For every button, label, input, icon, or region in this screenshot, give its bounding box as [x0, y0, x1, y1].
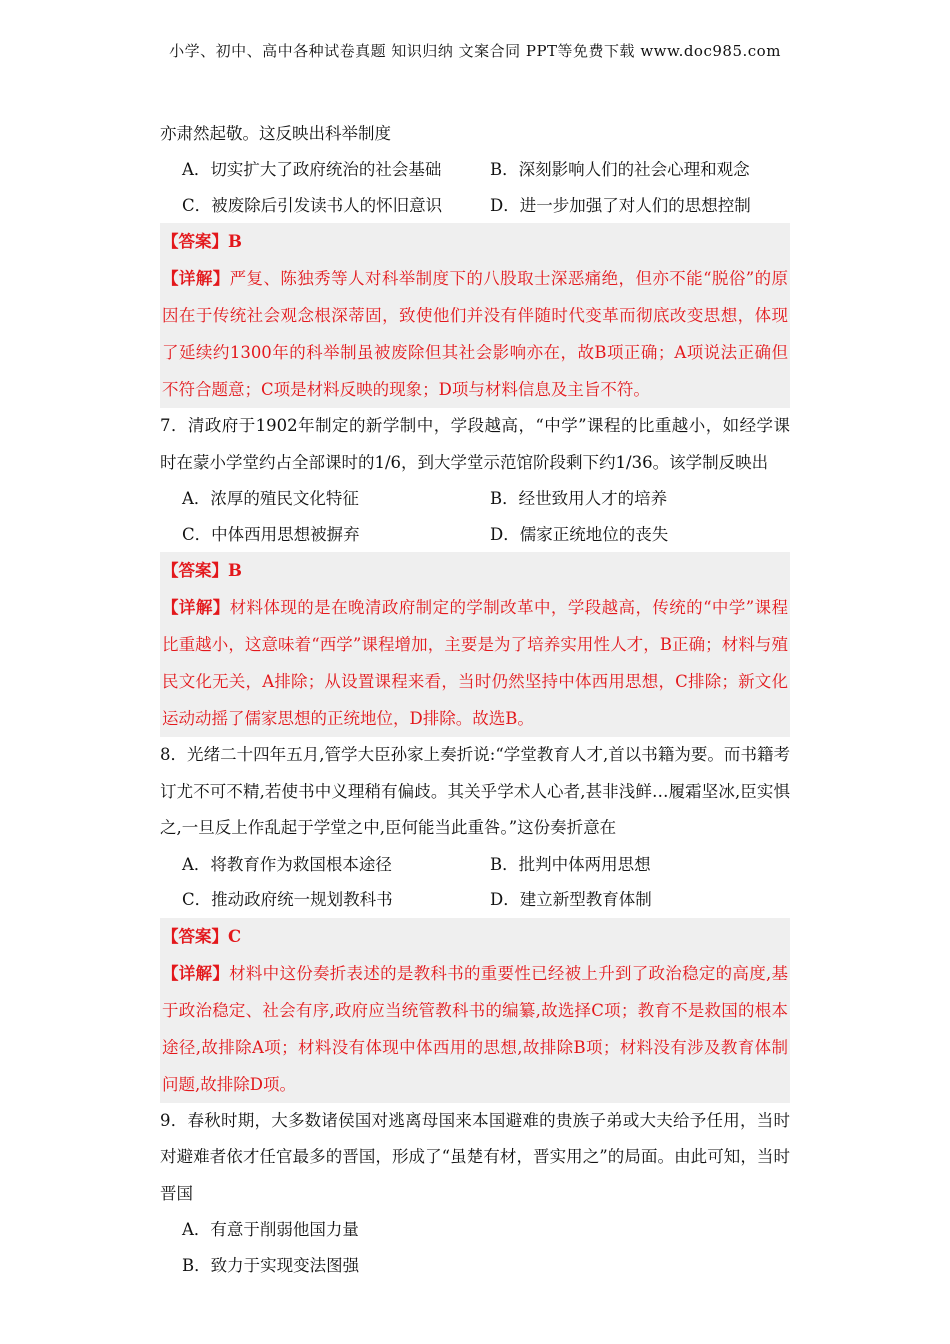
q9-stem: 9．春秋时期，大多数诸侯国对逃离母国来本国避难的贵族子弟或大夫给予任用，当时对避难者依才任官最多的晋国，形成了“虽楚有材，晋实用之”的局面。由此可知，当时晋国: [160, 1110, 790, 1203]
q7-option-d: D．儒家正统地位的丧失: [490, 524, 669, 544]
q6-detail: 严复、陈独秀等人对科举制度下的八股取士深恶痛绝，但亦不能“脱俗”的原因在于传统社会观念根深蒂固，致使他们并没有伴随时代变革而彻底改变思想，体现了延续约1300年的科举制虽被废除但其社会影响亦在，故B项正确；A项说法正确但不符合题意；C项是材料反映的现象；D项与材料信息及主旨不符。: [162, 269, 789, 399]
q8-option-d: D．建立新型教育体制: [490, 890, 652, 909]
q7-detail-tag: 【详解】: [162, 598, 230, 617]
q8-detail-tag: 【详解】: [162, 963, 230, 983]
q9-option-b: B．致力于实现变法图强: [182, 1255, 360, 1275]
q6-stem-tail: 亦肃然起敬。这反映出科举制度: [160, 124, 391, 143]
q7-answer: 【答案】B: [162, 561, 242, 580]
q7-option-b: B．经世致用人才的培养: [490, 489, 668, 508]
q6-answer: 【答案】B: [162, 232, 242, 251]
q6-option-b: B．深刻影响人们的社会心理和观念: [490, 160, 750, 179]
q8-option-a: A．将教育作为救国根本途径: [182, 854, 392, 874]
q8-detail: 材料中这份奏折表述的是教科书的重要性已经被上升到了政治稳定的高度,基于政治稳定、社会有序,政府应当统管教科书的编纂,故选择C项；教育不是救国的根本途径,故排除A项；材料没有体现中体西用的思想,故排除B项；材料没有涉及教育体制问题,故排除D项。: [162, 963, 788, 1094]
q7-option-c: C．中体西用思想被摒弃: [182, 524, 360, 544]
q8-option-b: B．批判中体两用思想: [490, 854, 651, 874]
q7-answer-box: [160, 552, 790, 737]
q8-answer: 【答案】C: [162, 926, 242, 946]
q8-stem: 8．光绪二十四年五月,管学大臣孙家上奏折说:“学堂教育人才,首以书籍为要。而书籍考订尤不可不精,若使书中义理稍有偏歧。其关乎学术人心者,甚非浅鲜…履霜坚冰,臣实惧之,一旦反上作乱起于学堂之中,臣何能当此重咎。”这份奏折意在: [160, 745, 790, 837]
page-header: 小学、初中、高中各种试卷真题 知识归纳 文案合同 PPT等免费下载 www.doc985.com: [169, 42, 781, 60]
q9-option-a: A．有意于削弱他国力量: [182, 1220, 359, 1239]
q8-options: [160, 847, 790, 918]
q8-answer-box: [160, 918, 790, 1103]
q9-options: [160, 1212, 790, 1283]
q6-option-c: C．被废除后引发读书人的怀旧意识: [182, 195, 443, 215]
q6-option-a: A．切实扩大了政府统治的社会基础: [182, 160, 442, 179]
q6-options: [160, 152, 790, 223]
q6-detail-tag: 【详解】: [162, 269, 230, 288]
document-body: [160, 115, 790, 1283]
q6-option-d: D．进一步加强了对人们的思想控制: [490, 195, 751, 215]
q7-option-a: A．浓厚的殖民文化特征: [182, 489, 359, 508]
q6-answer-box: [160, 223, 790, 408]
q7-stem: 7．清政府于1902年制定的新学制中，学段越高，“中学”课程的比重越小，如经学课时在蒙小学堂约占全部课时的1/6，到大学堂示范馆阶段剩下约1/36。该学制反映出: [160, 416, 790, 472]
q7-options: [160, 481, 790, 552]
q7-detail: 材料体现的是在晚清政府制定的学制改革中，学段越高，传统的“中学”课程比重越小，这意味着“西学”课程增加，主要是为了培养实用性人才，B正确；材料与殖民文化无关，A排除；从设置课程来看，当时仍然坚持中体西用思想，C排除；新文化运动动摇了儒家思想的正统地位，D排除。故选B。: [162, 598, 789, 728]
q8-option-c: C．推动政府统一规划教科书: [182, 890, 393, 909]
